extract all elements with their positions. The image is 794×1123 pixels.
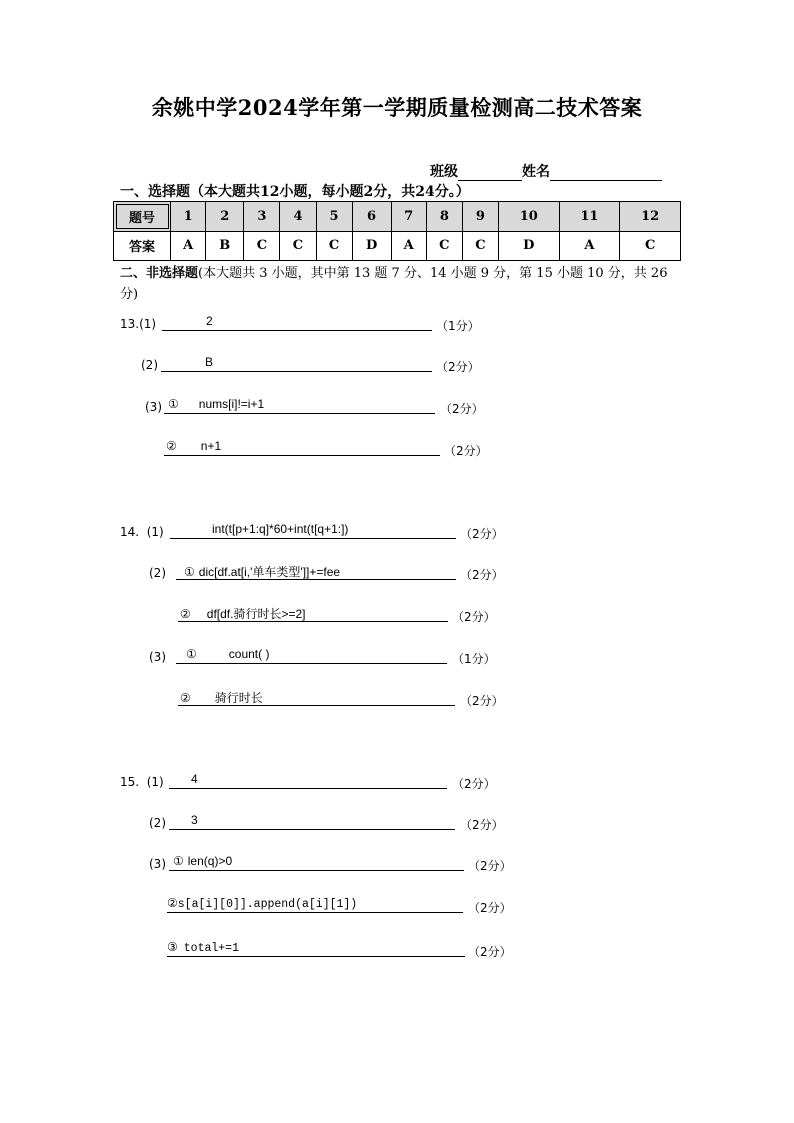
grid-cell: C bbox=[462, 231, 498, 261]
grid-cell: 10 bbox=[498, 202, 559, 232]
q13-answer3-1-text: nums[i]!=i+1 bbox=[198, 397, 265, 411]
circled-3-icon: ③ bbox=[167, 940, 178, 954]
q14-answer2-2 bbox=[178, 605, 448, 622]
class-blank[interactable] bbox=[458, 166, 522, 181]
q15-points1: （2分） bbox=[452, 777, 496, 791]
row-label: 题号 bbox=[114, 202, 171, 232]
q13-answer3-2-text: n+1 bbox=[200, 439, 222, 453]
circled-2-icon: ② bbox=[180, 691, 191, 705]
answer-row bbox=[114, 231, 681, 261]
q14-number: 14. bbox=[120, 525, 140, 539]
q15-answer3-3 bbox=[167, 940, 465, 957]
section2-heading-rest: (本大题共 3 小题，其中第 13 题 7 分、14 小题 9 分，第 15 小题 10 分，共 26 分) bbox=[120, 266, 668, 302]
q15-answer3-2 bbox=[167, 896, 463, 913]
circled-1-icon: ① bbox=[173, 854, 184, 868]
circled-2-icon: ② bbox=[167, 896, 178, 910]
name-label: 姓名 bbox=[522, 164, 550, 180]
circled-1-icon: ① bbox=[186, 647, 197, 661]
q15-part1-label bbox=[120, 775, 164, 789]
q14-answer2-1-text: dic[df.at[i,'单车类型']]+=fee bbox=[198, 565, 341, 579]
class-name-fields bbox=[430, 161, 662, 181]
q14-points1: （2分） bbox=[460, 527, 504, 541]
q13-part3-label: (3) bbox=[145, 400, 162, 414]
q14-answer3-2-text: 骑行时长 bbox=[214, 691, 263, 705]
q15-points3-3: （2分） bbox=[468, 945, 512, 959]
grid-cell: A bbox=[559, 231, 620, 261]
q14-part3-label: (3) bbox=[149, 650, 166, 664]
grid-cell: 12 bbox=[620, 202, 681, 232]
q14-points3-2: （2分） bbox=[460, 694, 504, 708]
grid-cell: C bbox=[426, 231, 462, 261]
q13-points3-2: （2分） bbox=[444, 444, 488, 458]
section2-heading-bold: 二、非选择题 bbox=[120, 266, 199, 281]
q13-answer2: B bbox=[161, 355, 432, 372]
q14-answer3-2 bbox=[178, 689, 455, 706]
q15-part3-label: (3) bbox=[149, 857, 166, 871]
q13-answer3-1 bbox=[164, 397, 435, 414]
number-row bbox=[114, 202, 681, 232]
q13-points1: （1分） bbox=[436, 319, 480, 333]
row-label: 答案 bbox=[114, 231, 171, 261]
q13-part2-label: (2) bbox=[141, 358, 158, 372]
q13-points2: （2分） bbox=[436, 360, 480, 374]
q15-points2: （2分） bbox=[460, 818, 504, 832]
grid-cell: 3 bbox=[244, 202, 280, 232]
q15-part2-label: (2) bbox=[149, 816, 166, 830]
grid-cell: 2 bbox=[206, 202, 244, 232]
q14-answer3-1-text: count( ) bbox=[228, 647, 270, 661]
q15-answer2: 3 bbox=[169, 813, 455, 830]
section1-heading: 一、选择题（本大题共12小题，每小题2分，共24分。） bbox=[120, 184, 470, 200]
class-label: 班级 bbox=[430, 164, 458, 180]
q14-a1-label: (1) bbox=[146, 525, 164, 539]
circled-1-icon: ① bbox=[184, 565, 195, 579]
q15-answer1: 4 bbox=[169, 772, 447, 789]
circled-2-icon: ② bbox=[180, 607, 191, 621]
q14-part1-label bbox=[120, 525, 164, 539]
q14-points2-1: （2分） bbox=[460, 568, 504, 582]
q15-answer3-1 bbox=[169, 854, 464, 871]
grid-cell: C bbox=[280, 231, 316, 261]
q13-part1-label bbox=[120, 317, 156, 331]
name-blank[interactable] bbox=[550, 166, 662, 181]
q15-a1-label: (1) bbox=[146, 775, 164, 789]
q14-points2-2: （2分） bbox=[452, 610, 496, 624]
grid-cell: D bbox=[352, 231, 391, 261]
grid-cell: 7 bbox=[391, 202, 426, 232]
q13-a1-label: (1) bbox=[139, 317, 157, 331]
q13-points3-1: （2分） bbox=[440, 402, 484, 416]
grid-cell: C bbox=[244, 231, 280, 261]
grid-cell: C bbox=[316, 231, 352, 261]
grid-cell: 11 bbox=[559, 202, 620, 232]
q14-part2-label: (2) bbox=[149, 566, 166, 580]
answer-grid bbox=[113, 201, 681, 261]
grid-cell: 1 bbox=[171, 202, 206, 232]
grid-cell: A bbox=[391, 231, 426, 261]
q14-answer2-2-text: df[df.骑行时长>=2] bbox=[206, 607, 306, 621]
grid-cell: D bbox=[498, 231, 559, 261]
q15-number: 15. bbox=[120, 775, 140, 789]
grid-cell: A bbox=[171, 231, 206, 261]
q13-number: 13. bbox=[120, 317, 140, 331]
grid-cell: 5 bbox=[316, 202, 352, 232]
q15-answer3-1-text: len(q)>0 bbox=[187, 854, 233, 868]
page-title: 余姚中学2024学年第一学期质量检测高二技术答案 bbox=[151, 95, 643, 120]
q14-answer3-1 bbox=[176, 647, 447, 664]
q15-points3-2: （2分） bbox=[468, 901, 512, 915]
q13-answer1: 2 bbox=[162, 314, 432, 331]
q15-points3-1: （2分） bbox=[468, 859, 512, 873]
circled-2-icon: ② bbox=[166, 439, 177, 453]
grid-cell: 9 bbox=[462, 202, 498, 232]
q14-points3-1: （1分） bbox=[452, 652, 496, 666]
grid-cell: 4 bbox=[280, 202, 316, 232]
grid-cell: 8 bbox=[426, 202, 462, 232]
q14-answer2-1 bbox=[176, 563, 456, 580]
circled-1-icon: ① bbox=[168, 397, 179, 411]
grid-cell: C bbox=[620, 231, 681, 261]
q15-answer3-2-text: s[a[i][0]].append(a[i][1]) bbox=[177, 898, 358, 911]
section2-heading bbox=[120, 263, 688, 305]
grid-cell: 6 bbox=[352, 202, 391, 232]
grid-cell: B bbox=[206, 231, 244, 261]
q13-answer3-2 bbox=[164, 439, 440, 456]
q15-answer3-3-text: total+=1 bbox=[183, 942, 239, 955]
q14-answer1: int(t[p+1:q]*60+int(t[q+1:]) bbox=[170, 522, 456, 539]
